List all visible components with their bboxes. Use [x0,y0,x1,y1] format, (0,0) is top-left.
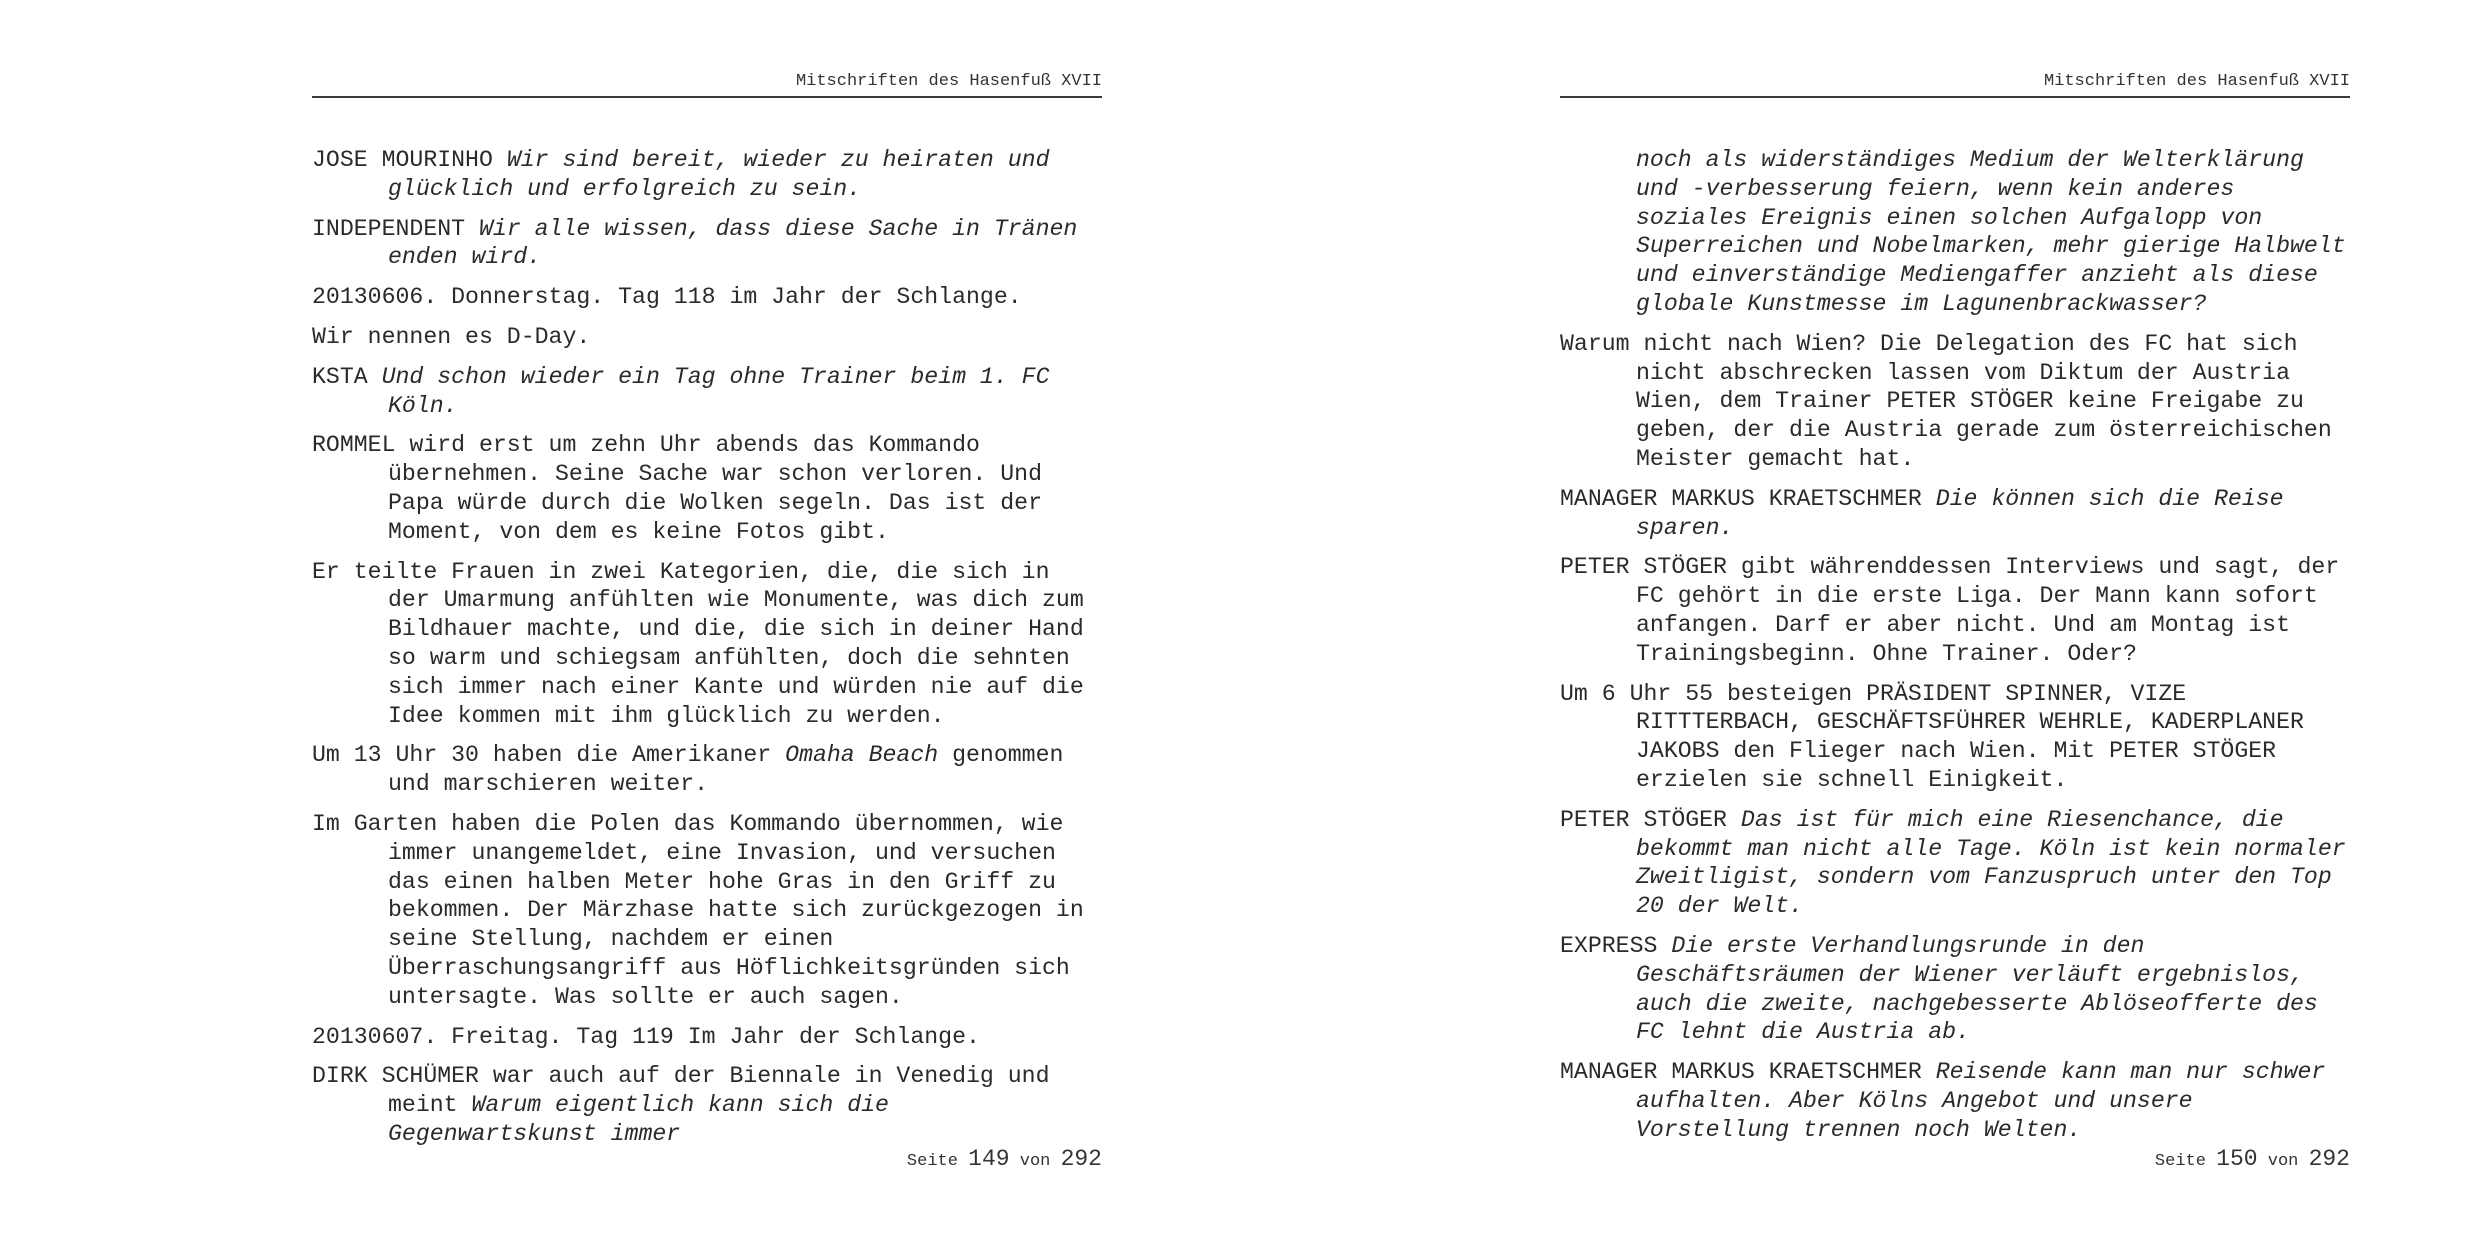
speaker-name: MANAGER MARKUS KRAETSCHMER [1560,1059,1922,1086]
speaker-name: EXPRESS [1560,932,1658,959]
page-number: 150 [2216,1146,2258,1172]
speaker-name: PETER STÖGER [1560,806,1727,833]
header-rule [312,96,1102,98]
quote-text: Warum eigentlich kann sich die Gegenwartskunst immer [388,1092,889,1147]
speaker-name: KSTA [312,363,368,390]
running-header: Mitschriften des Hasenfuß XVII [795,72,1102,91]
speaker-name: INDEPENDENT [312,215,466,242]
quote-text: Das ist für mich eine Riesenchance, die bekommt man nicht alle Tage. Köln ist kein normaler Zweitligist, sondern vom Fanzuspruch unter den Top 20 der Welt. [1636,806,2346,920]
speaker-name: JOSE MOURINHO [312,147,493,173]
paragraph [312,146,1102,204]
header-rule [1560,96,2350,98]
paragraph [312,741,1102,799]
quote-text: Wir alle wissen, dass diese Sache in Tränen enden wird. [388,215,1078,271]
running-header: Mitschriften des Hasenfuß XVII [2043,72,2350,91]
page-number: 149 [968,1146,1010,1172]
paragraph: Im Garten haben die Polen das Kommando übernommen, wie immer unangemeldet, eine Invasion, und versuchen das einen halben Meter hohe Gras in den Griff zu bekommen. Der Märzhase hatte sich zurückgezogen in seine Stellung, nachdem er einen Überraschungsangriff aus Höflichkeitsgründen sich untersagte. Was sollte er auch sagen. [312,810,1084,1010]
page-total: 292 [2308,1146,2350,1172]
page-total: 292 [1060,1146,1102,1172]
page-label: Seite [906,1152,958,1171]
paragraph: Um 6 Uhr 55 besteigen PRÄSIDENT SPINNER, VIZE RITTTERBACH, GESCHÄFTSFÜHRER WEHRLE, KADERPLANER JAKOBS den Flieger nach Wien. Mit PETER STÖGER erzielen sie schnell Einigkeit. [1560,680,2304,793]
continued-quote: noch als widerständiges Medium der Welterklärung und -verbesserung feiern, wenn kein anderes soziales Ereignis einen solchen Aufgalopp von Superreichen und Nobelmarken, mehr gierige Halbwelt und einverständige Mediengaffer anzieht als diese globale Kunstmesse im Lagunenbrackwasser? [1636,147,2346,317]
paragraph: 20130607. Freitag. Tag 119 Im Jahr der Schlange. [312,1023,980,1050]
paragraph: Wir nennen es D-Day. [312,323,591,350]
paragraph: PETER STÖGER gibt währenddessen Interviews und sagt, der FC gehört in die erste Liga. Der Mann kann sofort anfangen. Darf er aber nicht. Und am Montag ist Trainingsbeginn. Ohne Trainer. Oder? [1560,554,2340,667]
right-page [1560,0,2350,1240]
quote-text: Wir sind bereit, wieder zu heiraten und glücklich und erfolgreich zu sein. [388,147,1050,202]
paragraph: ROMMEL wird erst um zehn Uhr abends das Kommando übernehmen. Seine Sache war schon verloren. Und Papa würde durch die Wolken segeln. Das ist der Moment, von dem es keine Fotos gibt. [312,432,1042,545]
quote-text: Omaha Beach [785,742,939,769]
paragraph: Er teilte Frauen in zwei Kategorien, die, die sich in der Umarmung anfühlten wie Monumente, was dich zum Bildhauer machte, und die, die sich in deiner Hand so warm und schiegsam anfühlten, doch die sehnten sich immer nach einer Kante und würden nie auf die Idee kommen mit ihm glücklich zu werden. [312,558,1084,729]
speaker-name: MANAGER MARKUS KRAETSCHMER [1560,485,1922,512]
paragraph [1560,1058,2350,1144]
quote-text: Reisende kann man nur schwer aufhalten. Aber Kölns Angebot und unsere Vorstellung trennen noch Welten. [1636,1059,2326,1143]
quote-text: Die erste Verhandlungsrunde in den Geschäftsräumen der Wiener verläuft ergebnislos, auch die zweite, nachgebesserte Ablöseofferte des FC lehnt die Austria ab. [1636,932,2318,1046]
paragraph [312,1062,1102,1148]
quote-text: Die können sich die Reise sparen. [1636,485,2284,541]
quote-text: Und schon wieder ein Tag ohne Trainer beim 1. FC Köln. [381,363,1050,419]
paragraph [1560,485,2350,543]
paragraph [312,363,1102,421]
page-number-footer [312,1146,1102,1172]
paragraph: 20130606. Donnerstag. Tag 118 im Jahr der Schlange. [312,284,1022,311]
paragraph [1560,806,2350,921]
paragraph: Warum nicht nach Wien? Die Delegation des FC hat sich nicht abschrecken lassen vom Diktum der Austria Wien, dem Trainer PETER STÖGER keine Freigabe zu geben, der die Austria gerade zum österreichischen Meister gemacht hat. [1560,330,2332,472]
page-number-footer [1560,1146,2350,1172]
left-page [312,0,1102,1240]
paragraph-text: genommen und marschieren weiter. [388,742,1064,798]
page-label: Seite [2154,1152,2206,1171]
paragraph-text: Um 13 Uhr 30 haben die Amerikaner [312,742,772,769]
paragraph [312,215,1102,273]
page-body [1560,146,2350,1156]
page-label: von [1019,1152,1051,1171]
paragraph [1560,932,2350,1047]
page-label: von [2267,1152,2299,1171]
page-body [312,146,1102,1160]
paragraph-text: DIRK SCHÜMER war auch auf der Biennale in Venedig und meint [312,1063,1050,1119]
